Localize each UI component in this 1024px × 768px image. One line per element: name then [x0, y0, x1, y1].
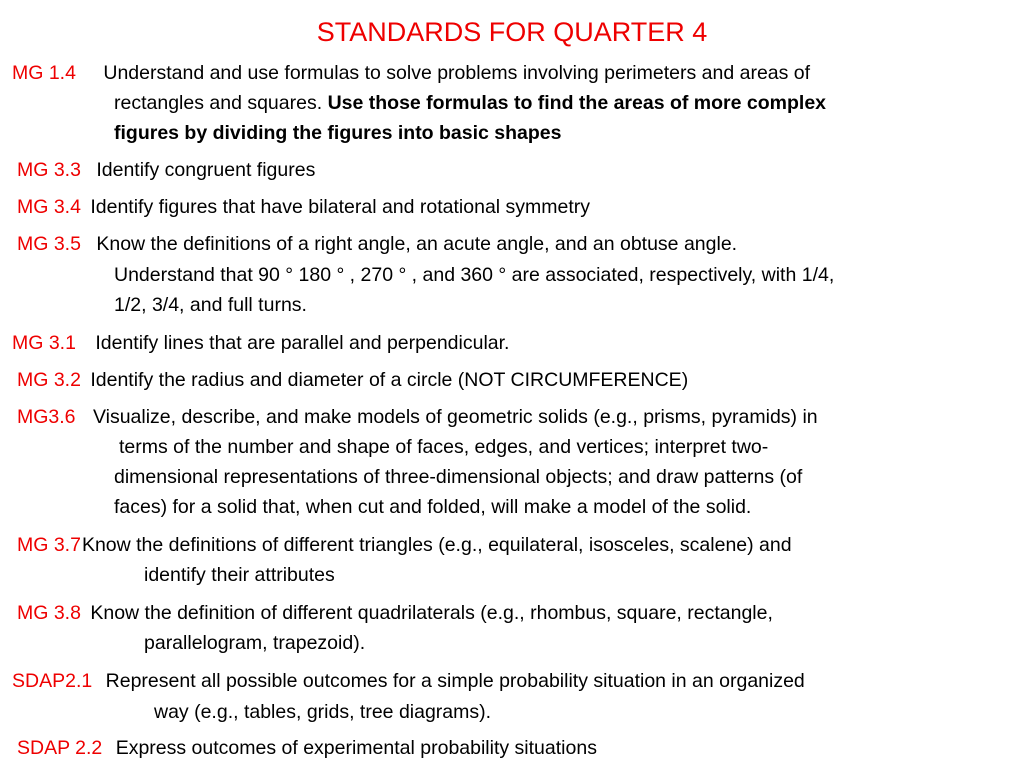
standard-text: Visualize, describe, and make models of geometric solids (e.g., prisms, pyramids) in: [92, 406, 818, 428]
standard-text: Identify the radius and diameter of a circle (NOT CIRCUMFERENCE): [90, 369, 689, 391]
standard-text-bold: Use those formulas to find the areas of more complex: [327, 92, 827, 114]
standard-continuation: way (e.g., tables, grids, tree diagrams).: [154, 701, 492, 723]
standard-text: Understand and use formulas to solve problems involving perimeters and areas of: [103, 62, 811, 84]
standard-text: rectangles and squares.: [114, 92, 328, 114]
standard-mg-3-5: [17, 229, 737, 260]
standard-continuation: [114, 118, 562, 149]
standard-code: MG 3.5: [17, 233, 81, 255]
standard-continuation: dimensional representations of three-dimensional objects; and draw patterns (of: [114, 466, 803, 488]
standard-code: MG 3.7: [17, 534, 81, 556]
standard-text: Know the definitions of different triangles (e.g., equilateral, isosceles, scalene) and: [81, 534, 792, 556]
standard-continuation: faces) for a solid that, when cut and folded, will make a model of the solid.: [114, 496, 752, 518]
standard-sdap-2-1: [12, 666, 805, 697]
standard-text: Know the definition of different quadrilaterals (e.g., rhombus, square, rectangle,: [90, 602, 773, 624]
standard-mg-3-6: [17, 402, 818, 433]
standard-code: MG 3.4: [17, 196, 81, 218]
standard-code: SDAP2.1: [12, 670, 93, 692]
standard-continuation: Understand that 90 ° 180 ° , 270 ° , and 360 ° are associated, respectively, with 1/4,: [114, 264, 835, 286]
standard-code: MG 3.3: [17, 159, 81, 181]
standard-continuation: identify their attributes: [144, 564, 335, 586]
standard-text: Identify figures that have bilateral and rotational symmetry: [90, 196, 591, 218]
standard-mg-3-8: [17, 598, 773, 629]
standard-text-bold: figures by dividing the figures into basic shapes: [114, 122, 562, 144]
standard-mg-1-4: [12, 58, 810, 89]
standard-code: SDAP 2.2: [17, 737, 103, 759]
standard-continuation: [114, 88, 826, 119]
standard-continuation: 1/2, 3/4, and full turns.: [114, 294, 307, 316]
standard-mg-3-3: [17, 155, 315, 186]
standard-code: MG3.6: [17, 406, 76, 428]
standard-code: MG 3.1: [12, 332, 76, 354]
standard-mg-3-1: [12, 328, 509, 359]
standard-code: MG 3.2: [17, 369, 81, 391]
standard-mg-3-2: [17, 365, 688, 396]
standard-sdap-2-2: [17, 733, 597, 764]
standard-code: MG 3.8: [17, 602, 81, 624]
standard-continuation: parallelogram, trapezoid).: [144, 632, 366, 654]
standard-mg-3-4: [17, 192, 590, 223]
page-title: STANDARDS FOR QUARTER 4: [316, 17, 708, 47]
standard-code: MG 1.4: [12, 62, 76, 84]
standard-text: Identify congruent figures: [96, 159, 316, 181]
standard-mg-3-7: [17, 530, 792, 561]
standard-text: Identify lines that are parallel and perpendicular.: [95, 332, 510, 354]
standard-text: Know the definitions of a right angle, an acute angle, and an obtuse angle.: [96, 233, 738, 255]
standard-text: Represent all possible outcomes for a simple probability situation in an organized: [105, 670, 805, 692]
standard-text: Express outcomes of experimental probability situations: [115, 737, 597, 759]
standard-continuation: terms of the number and shape of faces, edges, and vertices; interpret two-: [119, 436, 769, 458]
